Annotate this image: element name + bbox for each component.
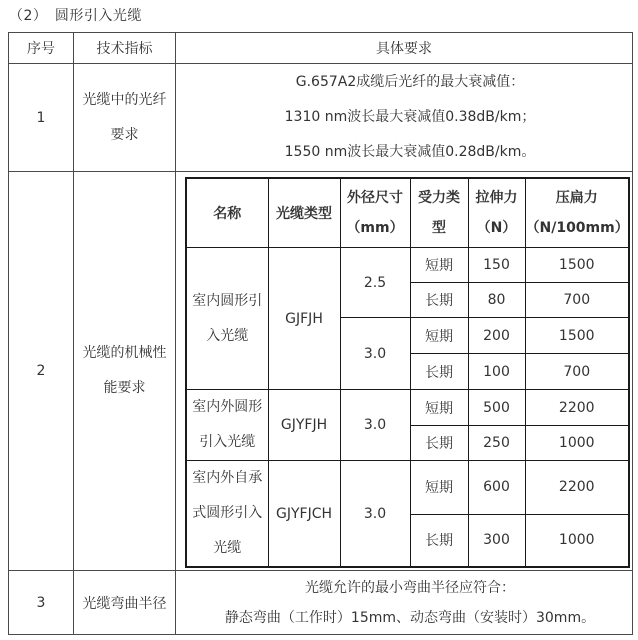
header-requirement: 具体要求 [176, 33, 633, 64]
mech-type-indoor: GJFJH [268, 248, 340, 390]
mech-header-tension: 拉伸力 （N） [468, 178, 525, 248]
mech-crush: 1500 [525, 248, 629, 283]
mech-crush: 2200 [525, 390, 629, 426]
mech-type-self-supporting: GJYFJCH [268, 461, 340, 568]
mech-term: 短期 [410, 318, 468, 354]
mech-tension: 200 [468, 318, 525, 354]
header-seq: 序号 [9, 33, 74, 64]
mech-crush: 2200 [525, 461, 629, 514]
requirement-line: 静态弯曲（工作时）15mm、动态弯曲（安装时）30mm。 [224, 609, 596, 626]
requirement-line: G.657A2成缆后光纤的最大衰减值： [295, 74, 525, 90]
mech-diameter: 3.0 [340, 318, 410, 390]
mech-crush: 1000 [525, 514, 629, 567]
mechanical-table [185, 177, 630, 569]
cell-requirement-bend [176, 571, 633, 635]
spec-row-mechanical [9, 172, 633, 571]
mech-tension: 600 [468, 461, 525, 514]
mech-term: 长期 [410, 514, 468, 567]
requirement-line: 1550 nm波长最大衰减值0.28dB/km。 [284, 144, 536, 160]
cell-indicator-fiber: 光缆中的光纤 要求 [74, 64, 176, 172]
mech-term: 长期 [410, 283, 468, 318]
mech-crush: 700 [525, 354, 629, 390]
cell-indicator-mechanical: 光缆的机械性 能要求 [74, 172, 176, 571]
mech-diameter: 3.0 [340, 461, 410, 568]
cell-indicator-bend: 光缆弯曲半径 [74, 571, 176, 635]
mech-header-crush: 压扁力 （N/100mm） [525, 178, 629, 248]
mech-crush: 1500 [525, 318, 629, 354]
mech-name-indoor: 室内圆形引 入光缆 [186, 248, 268, 390]
spec-table-header-row [9, 33, 633, 64]
spec-table [8, 32, 633, 635]
mech-crush: 700 [525, 283, 629, 318]
cell-seq-1: 1 [9, 64, 74, 172]
section-title: （2） 圆形引入光缆 [9, 8, 142, 24]
mech-header-row [186, 178, 629, 248]
cell-requirement-mechanical [176, 172, 633, 571]
cell-seq-3: 3 [9, 571, 74, 635]
requirement-line: 光缆允许的最小弯曲半径应符合： [305, 579, 515, 596]
mech-header-type: 光缆类型 [268, 178, 340, 248]
mech-header-diameter: 外径尺寸 （mm） [340, 178, 410, 248]
mech-header-name: 名称 [186, 178, 268, 248]
mech-term: 短期 [410, 390, 468, 426]
mech-tension: 500 [468, 390, 525, 426]
spec-row-bend-radius [9, 571, 633, 635]
mech-name-indoor-outdoor: 室内外圆形 引入光缆 [186, 390, 268, 461]
cell-seq-2: 2 [9, 172, 74, 571]
mech-tension: 80 [468, 283, 525, 318]
mech-tension: 150 [468, 248, 525, 283]
mech-tension: 300 [468, 514, 525, 567]
mech-tension: 100 [468, 354, 525, 390]
mech-crush: 1000 [525, 425, 629, 461]
mech-name-self-supporting: 室内外自承 式圆形引入 光缆 [186, 461, 268, 568]
cell-requirement-fiber [176, 64, 633, 172]
mech-term: 长期 [410, 354, 468, 390]
mech-header-load-type: 受力类 型 [410, 178, 468, 248]
spec-row-fiber [9, 64, 633, 172]
mech-diameter: 2.5 [340, 248, 410, 318]
mech-row [186, 390, 629, 426]
mech-term: 短期 [410, 461, 468, 514]
mech-row [186, 461, 629, 514]
mech-term: 短期 [410, 248, 468, 283]
mech-diameter: 3.0 [340, 390, 410, 461]
mech-tension: 250 [468, 425, 525, 461]
mech-type-indoor-outdoor: GJYFJH [268, 390, 340, 461]
header-indicator: 技术指标 [74, 33, 176, 64]
mech-term: 长期 [410, 425, 468, 461]
mech-row [186, 248, 629, 283]
requirement-line: 1310 nm波长最大衰减值0.38dB/km； [284, 109, 536, 125]
